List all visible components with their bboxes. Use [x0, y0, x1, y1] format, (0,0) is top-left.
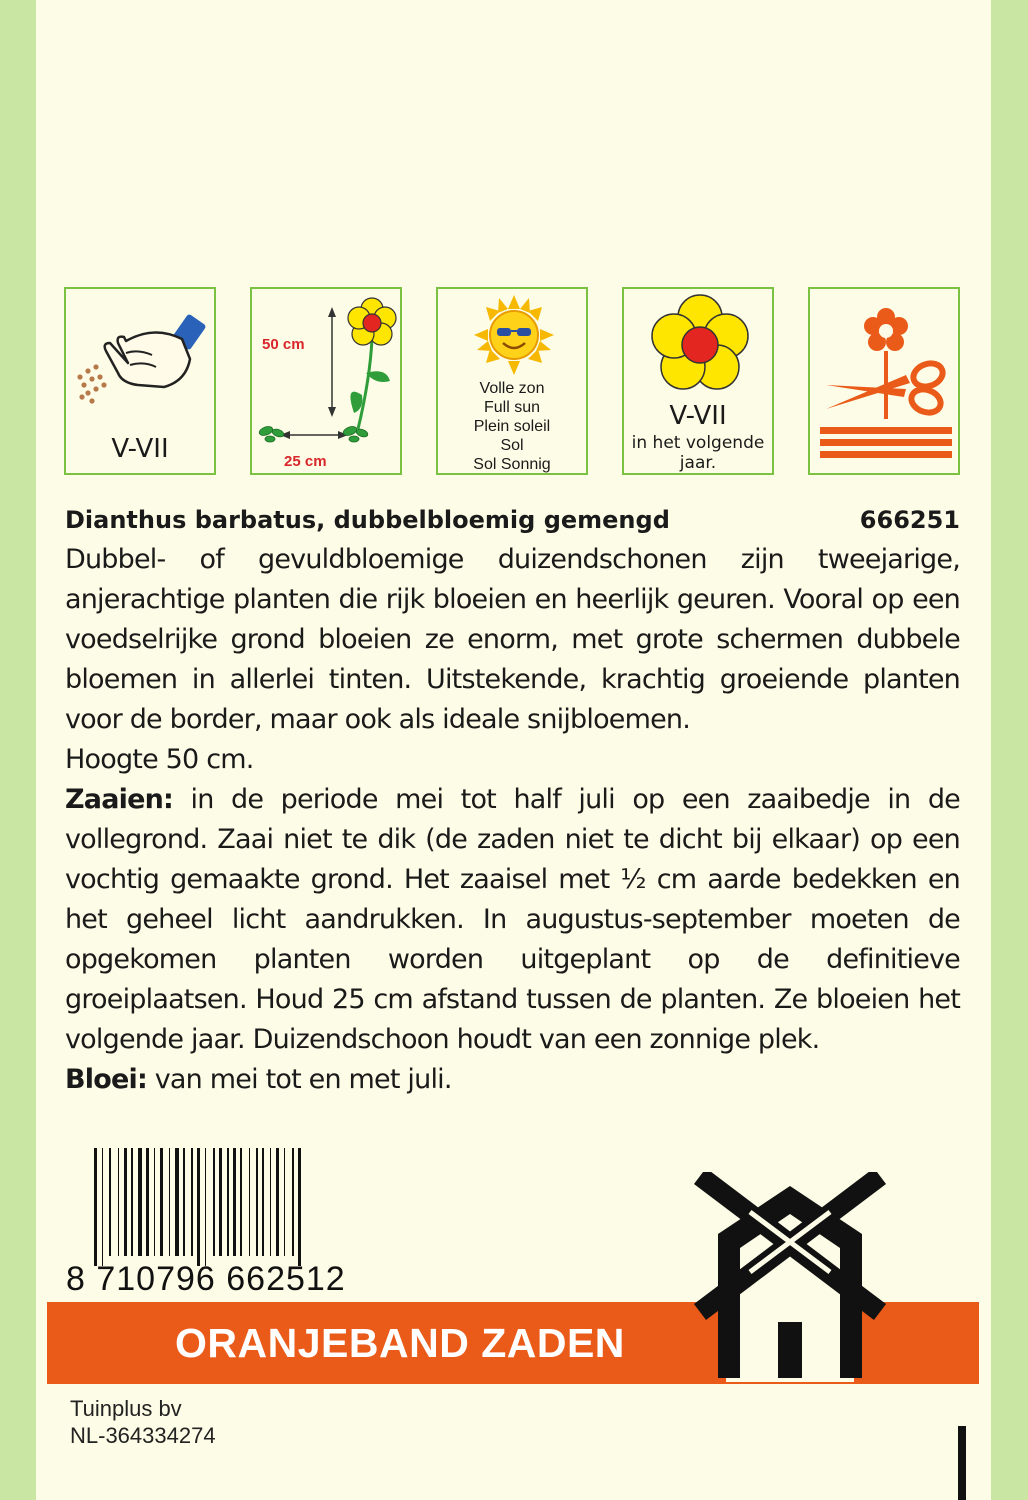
flowering-note-line-1: in het volgende	[631, 433, 765, 453]
barcode-number: 8 710796 662512	[66, 1260, 346, 1298]
width-dimension-label: 25 cm	[284, 453, 327, 470]
plant-spacing-icon	[252, 289, 402, 475]
edge-marker	[958, 1426, 966, 1500]
sowing-period-label: V-VII	[111, 434, 169, 464]
sun-requirement-text	[438, 379, 586, 474]
flowering-note-line-2: jaar.	[679, 453, 717, 473]
company-name: Tuinplus bv	[70, 1396, 182, 1421]
bloom-heading: Bloei:	[65, 1064, 147, 1095]
sun-icon-box	[436, 287, 588, 475]
bloom-info	[65, 1060, 960, 1100]
description-intro: Dubbel- of gevuldbloemige duizendschonen zijn tweejarige, anjerachtige planten die rijk bloeien en heerlijk geuren. Vooral op een voedselrijke grond bloeien ze enorm, met grote schermen dubbele bloemen in allerlei tinten. Uitstekende, krachtig groeiende planten voor de border, maar ook als ideale snijbloemen.	[65, 544, 960, 735]
sun-line-4: Sol	[500, 437, 524, 454]
height-dimension-label: 50 cm	[262, 336, 305, 353]
sowing-heading: Zaaien:	[65, 784, 174, 815]
sun-line-1: Volle zon	[479, 380, 545, 397]
windmill-logo-icon	[690, 1172, 890, 1382]
company-vat-number: NL-364334274	[70, 1423, 216, 1448]
sowing-icon-box	[64, 287, 216, 475]
sun-line-3: Plein soleil	[473, 418, 551, 435]
product-name: Dianthus barbatus, dubbelbloemig gemengd	[65, 506, 670, 534]
spacing-icon-box	[250, 287, 402, 475]
product-code: 666251	[859, 506, 960, 534]
cut-flower-scissors-icon	[810, 289, 960, 475]
sun-line-2: Full sun	[483, 399, 541, 416]
brand-name: ORANJEBAND ZADEN	[175, 1320, 625, 1366]
sun-line-5: Sol Sonnig	[473, 456, 551, 473]
product-title-row	[65, 503, 960, 537]
sowing-instructions	[65, 780, 960, 1060]
icon-row	[64, 287, 964, 479]
flowering-period-label: V-VII	[669, 401, 727, 431]
flowering-icon-box	[622, 287, 774, 475]
product-description	[65, 540, 960, 1100]
company-info	[70, 1395, 216, 1449]
sowing-text: in de periode mei tot half juli op een zaaibedje in de vollegrond. Zaai niet te dik (de zaden niet te dicht bij elkaar) op een vochtig gemaakte grond. Het zaaisel met ½ cm aarde bedekken en het geheel licht aandrukken. In augustus-september moeten de opgekomen planten worden uitgeplant op de definitieve groeiplaatsen. Houd 25 cm afstand tussen de planten. Ze bloeien het volgende jaar. Duizendschoon houdt van een zonnige plek.	[65, 784, 960, 1055]
bloom-text: van mei tot en met juli.	[154, 1064, 452, 1095]
cutflower-icon-box	[808, 287, 960, 475]
description-height: Hoogte 50 cm.	[65, 744, 254, 775]
